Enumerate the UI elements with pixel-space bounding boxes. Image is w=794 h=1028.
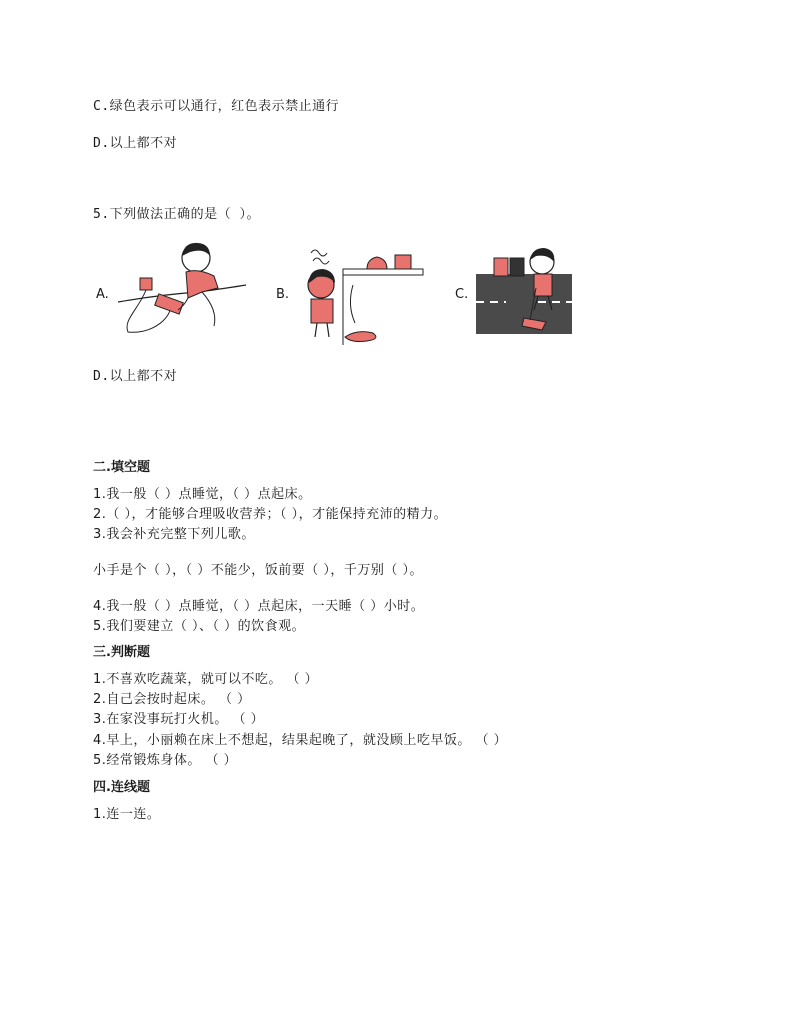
q5-option-a-label: A. xyxy=(96,287,109,302)
q5-option-b-image xyxy=(295,245,425,345)
section-4-title: 四.连线题 xyxy=(93,780,150,795)
section-2-item-3: 3.我会补充完整下列儿歌。 xyxy=(93,527,255,542)
section-2-rhyme: 小手是个（ ），（ ）不能少，饭前要（ ），千万别（ ）。 xyxy=(93,563,424,578)
section-2-item-2: 2.（ ），才能够合理吸收营养；（ ），才能保持充沛的精力。 xyxy=(93,507,448,522)
q5-stem: 5.下列做法正确的是（ ）。 xyxy=(93,207,260,222)
q4-option-d: D.以上都不对 xyxy=(93,136,178,151)
q4-option-c: C.绿色表示可以通行，红色表示禁止通行 xyxy=(93,99,340,114)
section-3-item-2: 2.自己会按时起床。 （ ） xyxy=(93,692,251,707)
section-4-item-1: 1.连一连。 xyxy=(93,807,161,822)
q5-option-c-label: C. xyxy=(455,287,469,302)
section-2-item-5: 5.我们要建立（ ）、（ ）的饮食观。 xyxy=(93,619,306,634)
section-3-item-4: 4.早上，小丽赖在床上不想起，结果起晚了，就没顾上吃早饭。 （ ） xyxy=(93,733,508,748)
section-3-item-3: 3.在家没事玩打火机。 （ ） xyxy=(93,712,265,727)
q5-option-d: D.以上都不对 xyxy=(93,369,178,384)
section-2-item-1: 1.我一般（ ）点睡觉，（ ）点起床。 xyxy=(93,487,312,502)
q5-option-b-label: B. xyxy=(276,287,290,302)
q5-option-c-image xyxy=(476,244,572,334)
q5-option-a-image xyxy=(118,240,248,340)
section-3-item-1: 1.不喜欢吃蔬菜，就可以不吃。 （ ） xyxy=(93,672,319,687)
section-3-item-5: 5.经常锻炼身体。 （ ） xyxy=(93,753,238,768)
section-3-title: 三.判断题 xyxy=(93,645,150,660)
section-2-title: 二.填空题 xyxy=(93,460,150,475)
section-2-item-4: 4.我一般（ ）点睡觉，（ ）点起床，一天睡（ ）小时。 xyxy=(93,599,425,614)
